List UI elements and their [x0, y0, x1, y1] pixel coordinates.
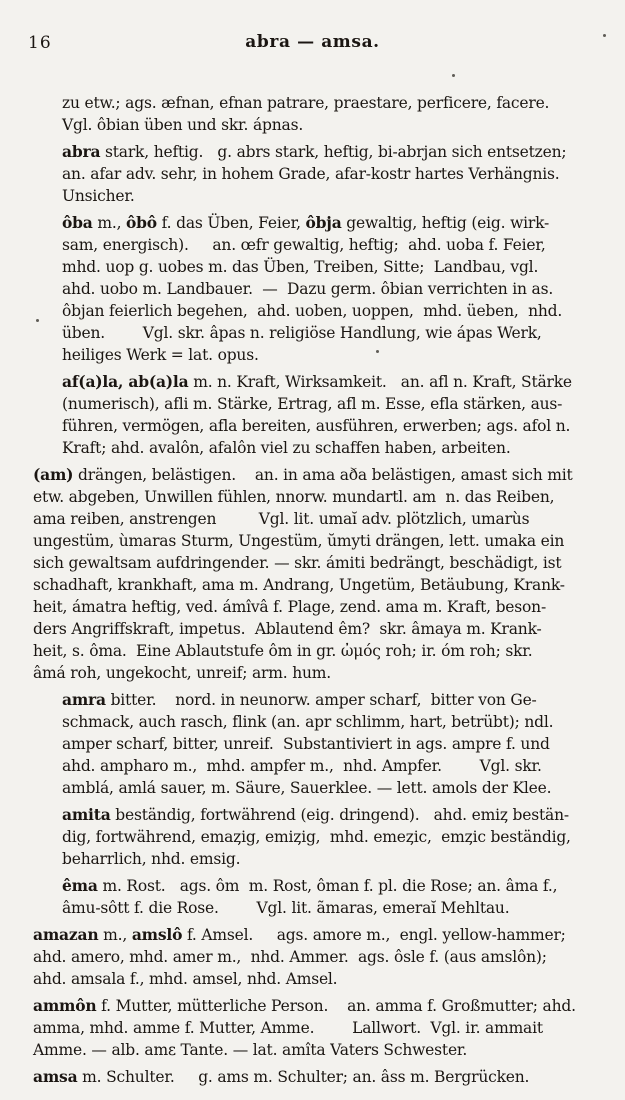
entry-text: amblá, amlá sauer, m. Säure, Sauerklee. — lett. amols der Klee. — [62, 779, 552, 797]
entry-text: stark, heftig. g. abrs stark, heftig, bi-abrjan sich entsetzen; — [100, 143, 567, 161]
entry-ammon — [33, 995, 625, 1061]
entry-text: schmack, auch rasch, flink (an. apr schlimm, hart, betrübt); ndl. — [62, 713, 554, 731]
entry-text: heit, s. ôma. Eine Ablautstufe ôm in gr. ὠμός roh; ir. óm roh; skr. — [33, 642, 533, 660]
entry-text: zu etw.; ags. æfnan, efnan patrare, praestare, perficere, facere. — [62, 94, 550, 112]
text-line — [62, 415, 625, 437]
entry-text: amma, mhd. amme f. Mutter, Amme. Lallwort. Vgl. ir. ammait — [33, 1019, 543, 1037]
page-body — [0, 92, 625, 1088]
headword: amita — [62, 805, 111, 824]
text-line — [33, 1066, 625, 1088]
entry-text: m. Schulter. g. ams m. Schulter; an. âss m. Bergrücken. — [77, 1068, 530, 1086]
scan-speck-artifact — [452, 74, 455, 77]
entry-text: âmá roh, ungekocht, unreif; arm. hum. — [33, 664, 331, 682]
entry-text: bitter. nord. in neunorw. amper scharf, bitter von Ge- — [105, 691, 537, 709]
text-line — [62, 733, 625, 755]
text-line — [33, 464, 625, 486]
entry-text: m., — [92, 214, 127, 232]
text-line — [62, 848, 625, 870]
text-line — [33, 946, 625, 968]
entry-text: m. Rost. ags. ôm m. Rost, ôman f. pl. die Rose; an. âma f., — [97, 877, 558, 895]
entry-text: beharrlich, nhd. emsig. — [62, 850, 241, 868]
entry-text: Unsicher. — [62, 187, 135, 205]
text-line — [33, 995, 625, 1017]
entry-text: ôbjan feierlich begehen, ahd. uoben, uoppen, mhd. üeben, nhd. — [62, 302, 563, 320]
text-line — [33, 924, 625, 946]
entry-text: ahd. amsala f., mhd. amsel, nhd. Amsel. — [33, 970, 338, 988]
entry-afala — [62, 371, 625, 459]
entry-amsa — [33, 1066, 625, 1088]
text-line — [62, 92, 625, 114]
entry-text: etw. abgeben, Unwillen fühlen, nnorw. mundartl. am n. das Reiben, — [33, 488, 555, 506]
text-line — [33, 1039, 625, 1061]
entry-text: heiliges Werk = lat. opus. — [62, 346, 259, 364]
headword: af(a)la, ab(a)la — [62, 372, 189, 391]
scan-speck-artifact — [376, 350, 379, 353]
text-line — [62, 755, 625, 777]
text-line — [62, 804, 625, 826]
entry-oba — [62, 212, 625, 366]
headword: êma — [62, 876, 98, 895]
text-line — [62, 234, 625, 256]
entry-text: üben. Vgl. skr. âpas n. religiöse Handlung, wie ápas Werk, — [62, 324, 542, 342]
running-header-title: abra — amsa. — [245, 32, 380, 52]
headword: ôbô — [126, 213, 157, 232]
entry-text: ahd. uobo m. Landbauer. — Dazu germ. ôbian verrichten in as. — [62, 280, 554, 298]
text-line — [62, 689, 625, 711]
headword: amazan — [33, 925, 99, 944]
entry-text: m., — [98, 926, 132, 944]
entry-text: führen, vermögen, afla bereiten, ausführen, erwerben; ags. afol n. — [62, 417, 571, 435]
text-line — [33, 486, 625, 508]
text-line — [62, 256, 625, 278]
entry-ema — [62, 875, 625, 919]
entry-text: heit, ámatra heftig, ved. ámîvâ f. Plage, zend. ama m. Kraft, beson- — [33, 598, 546, 616]
entry-text: ahd. ampharo m., mhd. ampfer m., nhd. Ampfer. Vgl. skr. — [62, 757, 542, 775]
entry-text: drängen, belästigen. an. in ama aða belästigen, amast sich mit — [73, 466, 573, 484]
entry-text: f. das Üben, Feier, — [156, 214, 306, 232]
headword: (am) — [33, 465, 74, 484]
entry-text: sam, energisch). an. œfr gewaltig, heftig; ahd. uoba f. Feier, — [62, 236, 546, 254]
entry-text: dig, fortwährend, emaȥig, emiȥig, mhd. emeȥic, emȥic beständig, — [62, 828, 571, 846]
text-line — [33, 574, 625, 596]
text-line — [62, 344, 625, 366]
text-line — [62, 114, 625, 136]
page-header — [0, 32, 625, 58]
entry-text: beständig, fortwährend (eig. dringend). ahd. emiȥ bestän- — [110, 806, 569, 824]
text-line — [33, 968, 625, 990]
text-line — [62, 371, 625, 393]
text-line — [62, 897, 625, 919]
headword: amslô — [131, 925, 183, 944]
entry-text: Amme. — alb. amε Tante. — lat. amîta Vaters Schwester. — [33, 1041, 468, 1059]
entry-text: ama reiben, anstrengen Vgl. lit. umaĭ adv. plötzlich, umarùs — [33, 510, 530, 528]
entry-amita — [62, 804, 625, 870]
headword: amra — [62, 690, 106, 709]
entry-text: an. afar adv. sehr, in hohem Grade, afar-kostr hartes Verhängnis. — [62, 165, 560, 183]
headword: abra — [62, 142, 101, 161]
text-line — [62, 322, 625, 344]
text-line — [62, 437, 625, 459]
entry-amazan — [33, 924, 625, 990]
text-line — [33, 640, 625, 662]
entry-text: schadhaft, krankhaft, ama m. Andrang, Ungetüm, Betäubung, Krank- — [33, 576, 565, 594]
text-line — [33, 596, 625, 618]
entry-text: f. Mutter, mütterliche Person. an. amma f. Großmutter; ahd. — [96, 997, 576, 1015]
text-line — [62, 300, 625, 322]
entry-text: mhd. uop g. uobes m. das Üben, Treiben, Sitte; Landbau, vgl. — [62, 258, 539, 276]
paragraph-continuation-afnan — [62, 92, 625, 136]
text-line — [62, 212, 625, 234]
text-line — [62, 875, 625, 897]
text-line — [62, 185, 625, 207]
entry-abra — [62, 141, 625, 207]
scan-speck-artifact — [603, 34, 606, 37]
entry-text: f. Amsel. ags. amore m., engl. yellow-hammer; — [182, 926, 566, 944]
entry-text: gewaltig, heftig (eig. wirk- — [341, 214, 550, 232]
entry-text: (numerisch), afli m. Stärke, Ertrag, afl m. Esse, efla stärken, aus- — [62, 395, 563, 413]
scan-speck-artifact — [36, 319, 39, 322]
text-line — [62, 278, 625, 300]
entry-text: âmu-sôtt f. die Rose. Vgl. lit. ãmaras, emeraĭ Mehltau. — [62, 899, 510, 917]
headword: ôbja — [305, 213, 342, 232]
text-line — [33, 1017, 625, 1039]
text-line — [33, 508, 625, 530]
headword: ôba — [62, 213, 93, 232]
headword: ammôn — [33, 996, 97, 1015]
text-line — [62, 777, 625, 799]
text-line — [33, 552, 625, 574]
text-line — [62, 393, 625, 415]
page-number: 16 — [28, 33, 52, 53]
text-line — [33, 662, 625, 684]
entry-text: ungestüm, ùmaras Sturm, Ungestüm, ŭmyti drängen, lett. umaka ein — [33, 532, 565, 550]
entry-text: sich gewaltsam aufdringender. — skr. ámiti bedrängt, beschädigt, ist — [33, 554, 562, 572]
text-line — [62, 141, 625, 163]
text-line — [62, 826, 625, 848]
text-line — [33, 530, 625, 552]
entry-text: Kraft; ahd. avalôn, afalôn viel zu schaffen haben, arbeiten. — [62, 439, 511, 457]
entry-am — [33, 464, 625, 684]
entry-text: amper scharf, bitter, unreif. Substantiviert in ags. ampre f. und — [62, 735, 550, 753]
entry-text: ders Angriffskraft, impetus. Ablautend êm? skr. âmaya m. Krank- — [33, 620, 542, 638]
headword: amsa — [33, 1067, 78, 1086]
entry-text: m. n. Kraft, Wirksamkeit. an. afl n. Kraft, Stärke — [188, 373, 572, 391]
text-line — [62, 163, 625, 185]
entry-text: ahd. amero, mhd. amer m., nhd. Ammer. ags. ôsle f. (aus amslôn); — [33, 948, 547, 966]
entry-amra — [62, 689, 625, 799]
text-line — [62, 711, 625, 733]
text-line — [33, 618, 625, 640]
entry-text: Vgl. ôbian üben und skr. ápnas. — [62, 116, 304, 134]
